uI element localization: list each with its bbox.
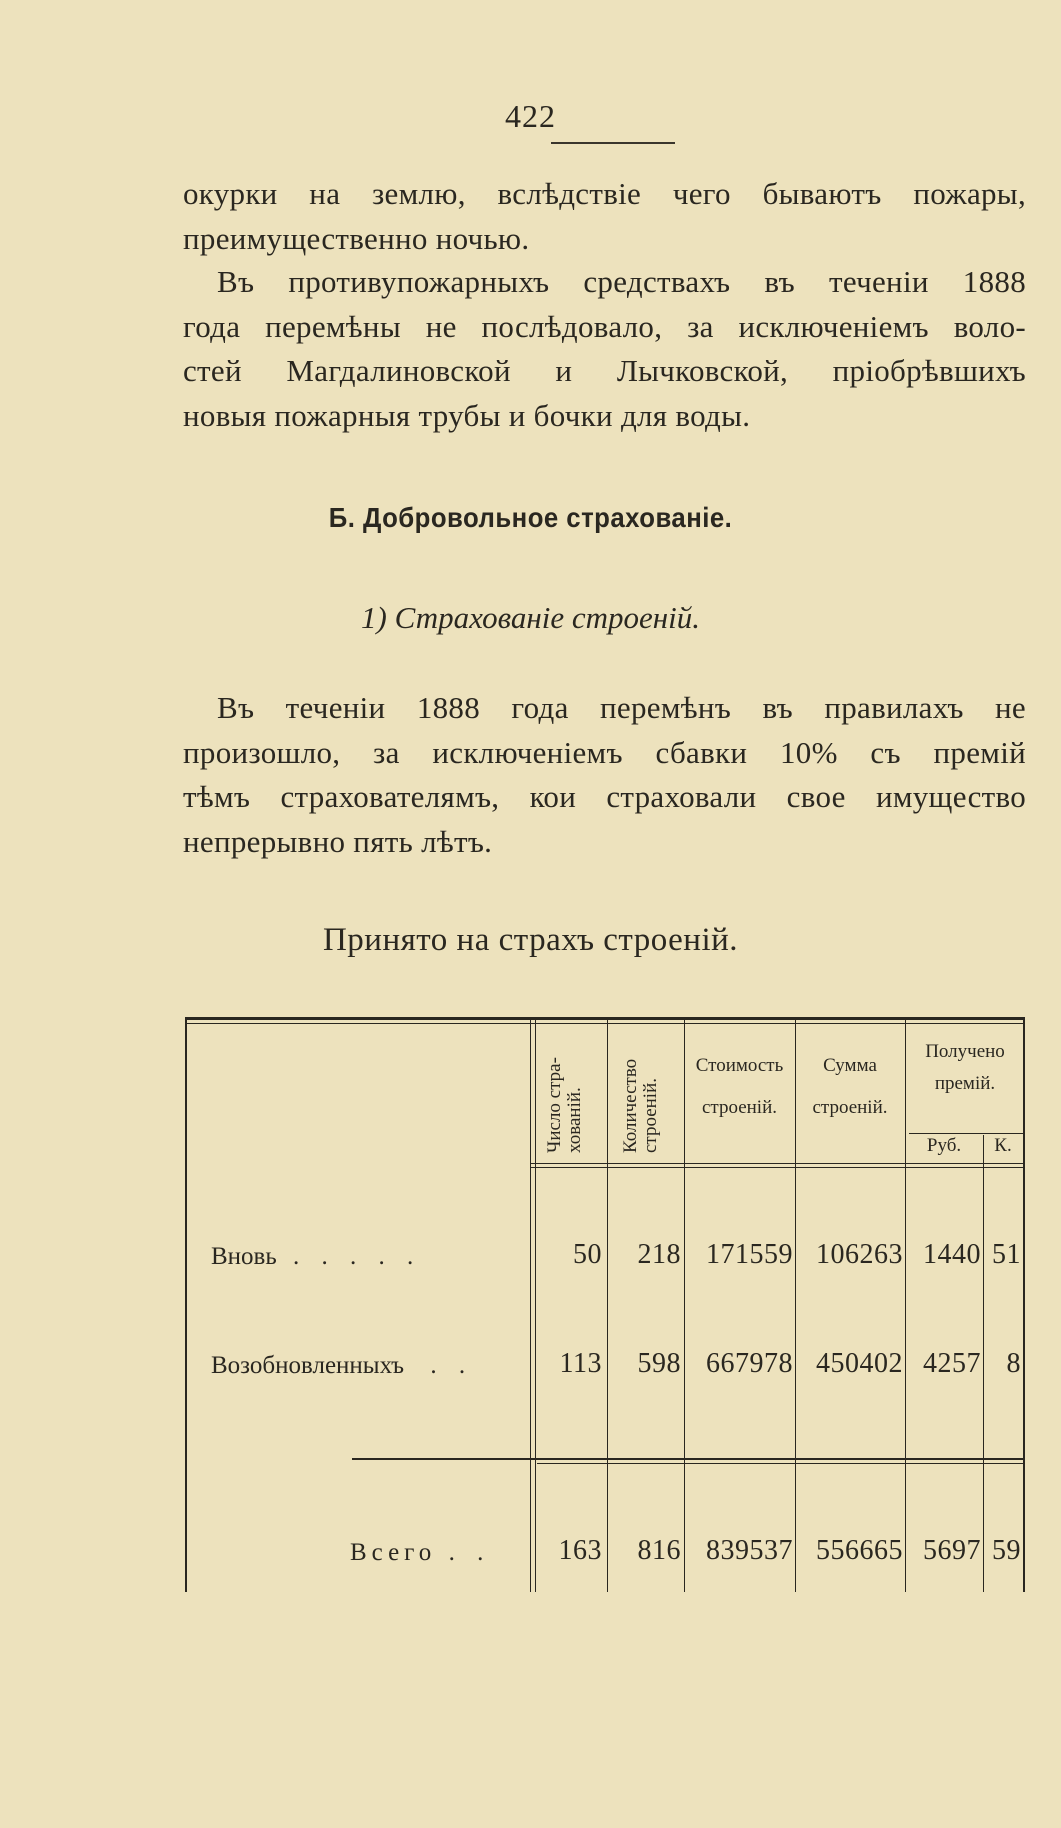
paragraph-line: новыя пожарныя трубы и бочки для воды. <box>183 397 751 433</box>
paragraph-line: года перемѣны не послѣдовало, за исключеніемъ воло- <box>183 308 1026 344</box>
header-premiums <box>905 1037 1025 1101</box>
paragraph-line: произошло, за исключеніемъ сбавки 10% съ премій <box>183 734 1026 770</box>
header-insurances-count: Число стра- хованій. <box>544 1057 585 1153</box>
paragraph-fire-causes <box>183 172 1026 261</box>
row-label-renewed <box>211 1352 473 1380</box>
table-right-border <box>1023 1017 1025 1592</box>
paragraph-line: преимущественно ночью. <box>183 220 530 256</box>
column-divider <box>535 1017 536 1592</box>
total-rub: 5697 <box>923 1535 981 1566</box>
cell-value: 667978 <box>706 1348 793 1379</box>
page-number-rule <box>551 142 675 144</box>
header-value <box>684 1051 795 1135</box>
paragraph-line: стей Магдалиновской и Лычковской, пріобрѣвшихъ <box>183 353 1026 388</box>
row-label-dots: . . <box>430 1352 474 1379</box>
cell-buildings: 218 <box>637 1239 681 1270</box>
header-buildings-count: Количество строеній. <box>620 1058 661 1153</box>
paragraph-rules-change <box>183 686 1026 864</box>
cell-value: 171559 <box>706 1239 793 1270</box>
cell-rub: 4257 <box>923 1348 981 1379</box>
subheading: 1) Страхованіе строеній. <box>361 600 700 635</box>
table-left-border <box>185 1017 187 1592</box>
paragraph-line: Въ теченіи 1888 года перемѣнъ въ правилахъ не <box>217 690 1026 725</box>
paragraph-line: Въ противупожарныхъ средствахъ въ теченіи 1888 <box>217 264 1026 299</box>
paragraph-line: окурки на землю, вслѣдствіе чего бываютъ пожары, <box>183 176 1026 211</box>
paragraph-line: тѣмъ страхователямъ, кои страховали свое имущество <box>183 779 1026 814</box>
header-kop: К. <box>994 1135 1012 1156</box>
header-premiums-line2: премій. <box>934 1073 996 1094</box>
cell-sum: 450402 <box>816 1348 903 1379</box>
header-premiums-line1: Получено <box>925 1041 1005 1062</box>
total-sum: 556665 <box>816 1535 903 1566</box>
header-sum <box>795 1051 905 1135</box>
header-value-line1: Стоимость <box>695 1055 784 1076</box>
column-divider <box>905 1017 906 1592</box>
paragraph-line: непрерывно пять лѣтъ. <box>183 823 493 859</box>
row-label-dots: . . <box>448 1539 492 1566</box>
insurance-table <box>185 1017 1025 1592</box>
header-bottom-border <box>530 1163 1025 1164</box>
column-divider <box>530 1017 531 1592</box>
cell-kop: 8 <box>1006 1348 1021 1379</box>
row-label-dots: . . . . . <box>293 1243 422 1270</box>
cell-kop: 51 <box>992 1239 1021 1270</box>
total-buildings: 816 <box>637 1535 681 1566</box>
row-label-text: Вновь <box>211 1243 277 1270</box>
total-separator <box>352 1458 1025 1460</box>
total-separator-inner <box>537 1463 1025 1464</box>
row-label-text: Всего <box>350 1539 437 1566</box>
header-bottom-border-inner <box>530 1167 1025 1168</box>
header-sum-line1: Сумма <box>823 1055 877 1076</box>
header-rub: Руб. <box>926 1135 962 1156</box>
total-value: 839537 <box>706 1535 793 1566</box>
table-title: Принято на страхъ строеній. <box>322 922 739 958</box>
header-value-line2: строеній. <box>702 1097 777 1118</box>
cell-buildings: 598 <box>637 1348 681 1379</box>
table-top-border <box>185 1017 1025 1020</box>
row-label-new <box>211 1243 421 1271</box>
total-insurances: 163 <box>558 1535 602 1566</box>
section-heading: Б. Добровольное страхованіе. <box>328 502 733 533</box>
cell-insurances: 50 <box>573 1239 602 1270</box>
header-sum-line2: строеній. <box>812 1097 888 1118</box>
row-label-total <box>350 1539 491 1567</box>
row-label-text: Возобновленныхъ <box>211 1352 405 1379</box>
page-number: 422 <box>505 98 556 134</box>
cell-sum: 106263 <box>816 1239 903 1270</box>
cell-rub: 1440 <box>923 1239 981 1270</box>
table-top-border-inner <box>185 1023 1025 1024</box>
column-divider <box>607 1017 608 1592</box>
paragraph-firefighting-means <box>183 260 1026 438</box>
total-kop: 59 <box>992 1535 1021 1566</box>
cell-insurances: 113 <box>559 1348 602 1379</box>
